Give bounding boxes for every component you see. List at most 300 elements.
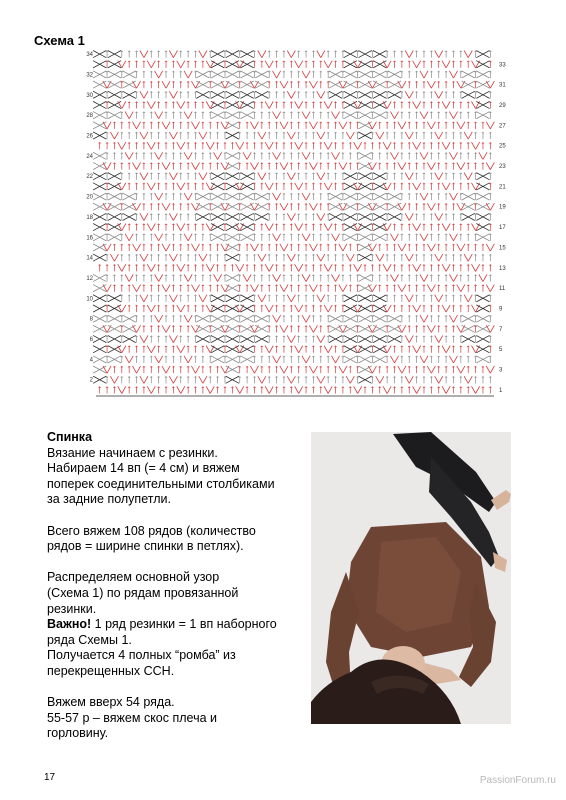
dc-mark [135, 193, 137, 200]
crossed-dc-mark [373, 325, 386, 332]
v-stitch-mark [155, 356, 163, 363]
dc-mark [194, 213, 196, 220]
v-stitch-mark [147, 101, 155, 108]
dc-mark [489, 152, 491, 159]
crossed-dc-mark [108, 91, 121, 98]
crossed-dc-mark [358, 162, 371, 169]
v-stitch-mark [258, 295, 266, 302]
dc-mark [180, 356, 182, 363]
dc-mark [393, 244, 395, 251]
dc-mark [320, 224, 322, 231]
dc-mark [216, 254, 218, 261]
crossed-dc-mark [196, 315, 209, 322]
dc-mark [312, 346, 314, 353]
v-stitch-mark [331, 234, 339, 241]
dc-mark [415, 315, 417, 322]
dc-mark [415, 91, 417, 98]
dc-mark [283, 376, 285, 383]
dc-mark [356, 71, 358, 78]
dc-mark [327, 295, 329, 302]
v-stitch-mark [258, 173, 266, 180]
dc-mark [165, 71, 167, 78]
dc-mark [135, 346, 137, 353]
dc-mark [386, 122, 388, 129]
dc-mark [121, 203, 123, 210]
v-stitch-mark [295, 386, 303, 393]
v-stitch-mark [191, 122, 199, 129]
dc-mark [268, 274, 270, 281]
important-text: 1 ряд резинки = 1 вп наборного [91, 617, 277, 632]
dc-mark [202, 346, 204, 353]
dc-mark [438, 305, 440, 312]
dc-mark [371, 386, 373, 393]
v-stitch-mark [125, 152, 133, 159]
dc-mark [364, 386, 366, 393]
dc-mark [386, 376, 388, 383]
dc-mark [165, 51, 167, 58]
dc-mark [408, 142, 410, 149]
dc-mark [172, 152, 174, 159]
dc-mark [275, 244, 277, 251]
dc-mark [342, 376, 344, 383]
dc-mark [386, 335, 388, 342]
v-stitch-mark [132, 122, 140, 129]
dc-mark [194, 152, 196, 159]
dc-mark [356, 254, 358, 261]
v-stitch-mark [324, 224, 332, 231]
dc-mark [224, 335, 226, 342]
crossed-dc-mark [388, 203, 401, 210]
dc-mark [290, 305, 292, 312]
dc-mark [121, 366, 123, 373]
dc-mark [386, 234, 388, 241]
dc-mark [187, 91, 189, 98]
dc-mark [106, 132, 108, 139]
crossed-dc-mark [226, 376, 239, 383]
dc-mark [393, 366, 395, 373]
dc-mark [342, 224, 344, 231]
dc-mark [393, 295, 395, 302]
dc-mark [261, 112, 263, 119]
crossed-dc-mark [373, 224, 386, 231]
crossed-dc-mark [211, 234, 224, 241]
dc-mark [371, 346, 373, 353]
dc-mark [438, 112, 440, 119]
dc-mark [209, 274, 211, 281]
dc-mark [275, 61, 277, 68]
dc-mark [209, 193, 211, 200]
v-stitch-mark [405, 295, 413, 302]
dc-mark [445, 91, 447, 98]
v-stitch-mark [302, 193, 310, 200]
dc-mark [452, 162, 454, 169]
dc-mark [452, 81, 454, 88]
dc-mark [423, 203, 425, 210]
dc-mark [150, 193, 152, 200]
v-stitch-mark [331, 274, 339, 281]
dc-mark [165, 61, 167, 68]
v-stitch-mark [191, 244, 199, 251]
dc-mark [261, 61, 263, 68]
v-stitch-mark [479, 274, 487, 281]
dc-mark [283, 254, 285, 261]
crossed-dc-mark [329, 193, 342, 200]
dc-mark [474, 152, 476, 159]
dc-mark [165, 274, 167, 281]
crossed-dc-mark [196, 335, 209, 342]
dc-mark [356, 132, 358, 139]
dc-mark [187, 254, 189, 261]
v-stitch-mark [464, 132, 472, 139]
dc-mark [135, 183, 137, 190]
dc-mark [467, 244, 469, 251]
dc-mark [423, 101, 425, 108]
crossed-dc-mark [211, 224, 224, 231]
dc-mark [297, 152, 299, 159]
v-stitch-mark [258, 132, 266, 139]
v-stitch-mark [435, 213, 443, 220]
v-stitch-mark [295, 346, 303, 353]
v-stitch-mark [273, 71, 281, 78]
section-heading: Спинка [47, 430, 93, 444]
dc-mark [106, 173, 108, 180]
dc-mark [430, 254, 432, 261]
dc-mark [305, 91, 307, 98]
dc-mark [209, 91, 211, 98]
dc-mark [423, 81, 425, 88]
dc-mark [445, 234, 447, 241]
dc-mark [290, 274, 292, 281]
dc-mark [297, 213, 299, 220]
dc-mark [135, 101, 137, 108]
dc-mark [438, 183, 440, 190]
dc-mark [438, 346, 440, 353]
dc-mark [401, 376, 403, 383]
page-number: 17 [44, 772, 56, 783]
dc-mark [445, 213, 447, 220]
crossed-dc-mark [255, 71, 268, 78]
dc-mark [489, 61, 491, 68]
dc-mark [165, 101, 167, 108]
watermark: PassionForum.ru [479, 775, 556, 786]
dc-mark [113, 162, 115, 169]
dc-mark [290, 71, 292, 78]
crossed-dc-mark [373, 61, 386, 68]
dc-mark [438, 162, 440, 169]
crossed-dc-mark [358, 234, 371, 241]
crossed-dc-mark [329, 71, 342, 78]
crossed-dc-mark [211, 173, 224, 180]
dc-mark [327, 335, 329, 342]
dc-mark [334, 51, 336, 58]
dc-mark [460, 356, 462, 363]
dc-mark [135, 254, 137, 261]
crossed-dc-mark [93, 305, 106, 312]
crossed-dc-mark [476, 91, 489, 98]
row-label: 22 [86, 174, 93, 181]
v-stitch-mark [413, 61, 421, 68]
crossed-dc-mark [388, 335, 401, 342]
v-stitch-mark [236, 386, 244, 393]
dc-mark [312, 356, 314, 363]
v-stitch-mark [265, 61, 273, 68]
dc-mark [172, 234, 174, 241]
dc-mark [393, 254, 395, 261]
dc-mark [423, 122, 425, 129]
crossed-dc-mark [373, 346, 386, 353]
dc-mark [401, 305, 403, 312]
dc-mark [320, 142, 322, 149]
dc-mark [268, 203, 270, 210]
dc-mark [408, 193, 410, 200]
dc-mark [393, 346, 395, 353]
crossed-dc-mark [211, 193, 224, 200]
v-stitch-mark [302, 234, 310, 241]
crossed-dc-mark [476, 305, 489, 312]
crossed-dc-mark [211, 213, 224, 220]
dc-mark [393, 132, 395, 139]
dc-mark [334, 244, 336, 251]
dc-mark [128, 376, 130, 383]
v-stitch-mark [273, 193, 281, 200]
dc-mark [180, 254, 182, 261]
crossed-dc-mark [108, 183, 121, 190]
dc-mark [460, 71, 462, 78]
crossed-dc-mark [226, 234, 239, 241]
dc-mark [239, 122, 241, 129]
dc-mark [423, 325, 425, 332]
crossed-dc-mark [211, 315, 224, 322]
dc-mark [187, 224, 189, 231]
dc-mark [327, 274, 329, 281]
text-line: горловину. [47, 726, 109, 741]
dc-mark [408, 325, 410, 332]
dc-mark [334, 224, 336, 231]
dc-mark [283, 335, 285, 342]
dc-mark [482, 285, 484, 292]
dc-mark [106, 91, 108, 98]
dc-mark [401, 356, 403, 363]
v-stitch-mark [280, 325, 288, 332]
dc-mark [305, 325, 307, 332]
dc-mark [106, 315, 108, 322]
crossed-dc-mark [240, 335, 253, 342]
dc-mark [312, 224, 314, 231]
dc-mark [202, 366, 204, 373]
dc-mark [253, 142, 255, 149]
dc-mark [253, 386, 255, 393]
dc-mark [209, 244, 211, 251]
v-stitch-mark [435, 335, 443, 342]
v-stitch-mark [309, 244, 317, 251]
crossed-dc-mark [226, 51, 239, 58]
dc-mark [194, 234, 196, 241]
dc-mark [415, 356, 417, 363]
dc-mark [172, 305, 174, 312]
crossed-dc-mark [476, 51, 489, 58]
dc-mark [305, 132, 307, 139]
dc-mark [327, 376, 329, 383]
dc-mark [150, 173, 152, 180]
dc-mark [216, 366, 218, 373]
v-stitch-mark [162, 325, 170, 332]
dc-mark [415, 335, 417, 342]
v-stitch-mark [383, 142, 391, 149]
v-stitch-mark [405, 173, 413, 180]
row-label: 20 [86, 194, 93, 201]
crossed-dc-mark [211, 346, 224, 353]
dc-mark [165, 264, 167, 271]
dc-mark [268, 356, 270, 363]
v-stitch-mark [162, 285, 170, 292]
dc-mark [268, 335, 270, 342]
dc-mark [460, 132, 462, 139]
dc-mark [143, 112, 145, 119]
v-stitch-mark [449, 234, 457, 241]
crossed-dc-mark [123, 325, 136, 332]
dc-mark [143, 193, 145, 200]
dc-mark [180, 173, 182, 180]
dc-mark [253, 234, 255, 241]
dc-mark [467, 61, 469, 68]
dc-mark [356, 315, 358, 322]
dc-mark [297, 51, 299, 58]
dc-mark [187, 366, 189, 373]
crossed-dc-mark [123, 193, 136, 200]
dc-mark [209, 213, 211, 220]
crossed-dc-mark [344, 346, 357, 353]
dc-mark [297, 173, 299, 180]
v-stitch-mark [199, 254, 207, 261]
dc-mark [386, 285, 388, 292]
dc-mark [401, 274, 403, 281]
v-stitch-mark [169, 376, 177, 383]
crossed-dc-mark [240, 346, 253, 353]
crossed-dc-mark [329, 213, 342, 220]
dc-mark [312, 61, 314, 68]
dc-mark [128, 366, 130, 373]
dc-mark [320, 61, 322, 68]
dc-mark [386, 51, 388, 58]
dc-mark [349, 244, 351, 251]
row-label: 34 [86, 52, 93, 59]
dc-mark [165, 386, 167, 393]
v-stitch-mark [162, 203, 170, 210]
dc-mark [371, 254, 373, 261]
dc-mark [187, 162, 189, 169]
dc-mark [180, 51, 182, 58]
dc-mark [320, 366, 322, 373]
dc-mark [371, 274, 373, 281]
crossed-dc-mark [388, 81, 401, 88]
v-stitch-mark [184, 112, 192, 119]
crossed-dc-mark [329, 81, 342, 88]
row-label: 28 [86, 113, 93, 120]
v-stitch-mark [206, 386, 214, 393]
crossed-dc-mark [373, 295, 386, 302]
v-stitch-mark [486, 122, 494, 129]
dc-mark [489, 112, 491, 119]
dc-mark [283, 132, 285, 139]
dc-mark [224, 112, 226, 119]
dc-mark [172, 264, 174, 271]
dc-mark [239, 51, 241, 58]
dc-mark [194, 295, 196, 302]
dc-mark [379, 274, 381, 281]
dc-mark [489, 254, 491, 261]
dc-mark [482, 366, 484, 373]
dc-mark [386, 213, 388, 220]
dc-mark [489, 264, 491, 271]
dc-mark [408, 346, 410, 353]
crossed-dc-mark [358, 325, 371, 332]
dc-mark [268, 91, 270, 98]
v-stitch-mark [177, 305, 185, 312]
dc-mark [305, 346, 307, 353]
dc-mark [157, 183, 159, 190]
crossed-dc-mark [476, 71, 489, 78]
crossed-dc-mark [93, 366, 106, 373]
dc-mark [135, 264, 137, 271]
crossed-dc-mark [93, 244, 106, 251]
dc-mark [467, 152, 469, 159]
dc-mark [305, 244, 307, 251]
dc-mark [121, 295, 123, 302]
crossed-dc-mark [240, 234, 253, 241]
crossed-dc-mark [211, 101, 224, 108]
dc-mark [128, 183, 130, 190]
crossed-dc-mark [240, 173, 253, 180]
dc-mark [150, 81, 152, 88]
dc-mark [297, 193, 299, 200]
dc-mark [165, 132, 167, 139]
dc-mark [379, 142, 381, 149]
v-stitch-mark [427, 122, 435, 129]
row-label: 3 [499, 367, 503, 374]
crossed-dc-mark [329, 325, 342, 332]
dc-mark [106, 213, 108, 220]
v-stitch-mark [287, 132, 295, 139]
dc-mark [202, 61, 204, 68]
crossed-dc-mark [255, 213, 268, 220]
dc-mark [143, 61, 145, 68]
dc-mark [150, 356, 152, 363]
dc-mark [438, 193, 440, 200]
dc-mark [135, 132, 137, 139]
crossed-dc-mark [240, 51, 253, 58]
v-stitch-mark [155, 315, 163, 322]
dc-mark [430, 356, 432, 363]
v-stitch-mark [147, 264, 155, 271]
dc-mark [128, 346, 130, 353]
v-stitch-mark [420, 112, 428, 119]
dc-mark [305, 295, 307, 302]
v-stitch-mark [169, 254, 177, 261]
dc-mark [187, 132, 189, 139]
dc-mark [180, 315, 182, 322]
dc-mark [187, 376, 189, 383]
dc-mark [165, 152, 167, 159]
dc-mark [423, 285, 425, 292]
dc-mark [467, 274, 469, 281]
dc-mark [106, 376, 108, 383]
v-stitch-mark [184, 274, 192, 281]
dc-mark [415, 162, 417, 169]
v-stitch-mark [295, 101, 303, 108]
dc-mark [121, 122, 123, 129]
v-stitch-mark [265, 183, 273, 190]
v-stitch-mark [287, 254, 295, 261]
